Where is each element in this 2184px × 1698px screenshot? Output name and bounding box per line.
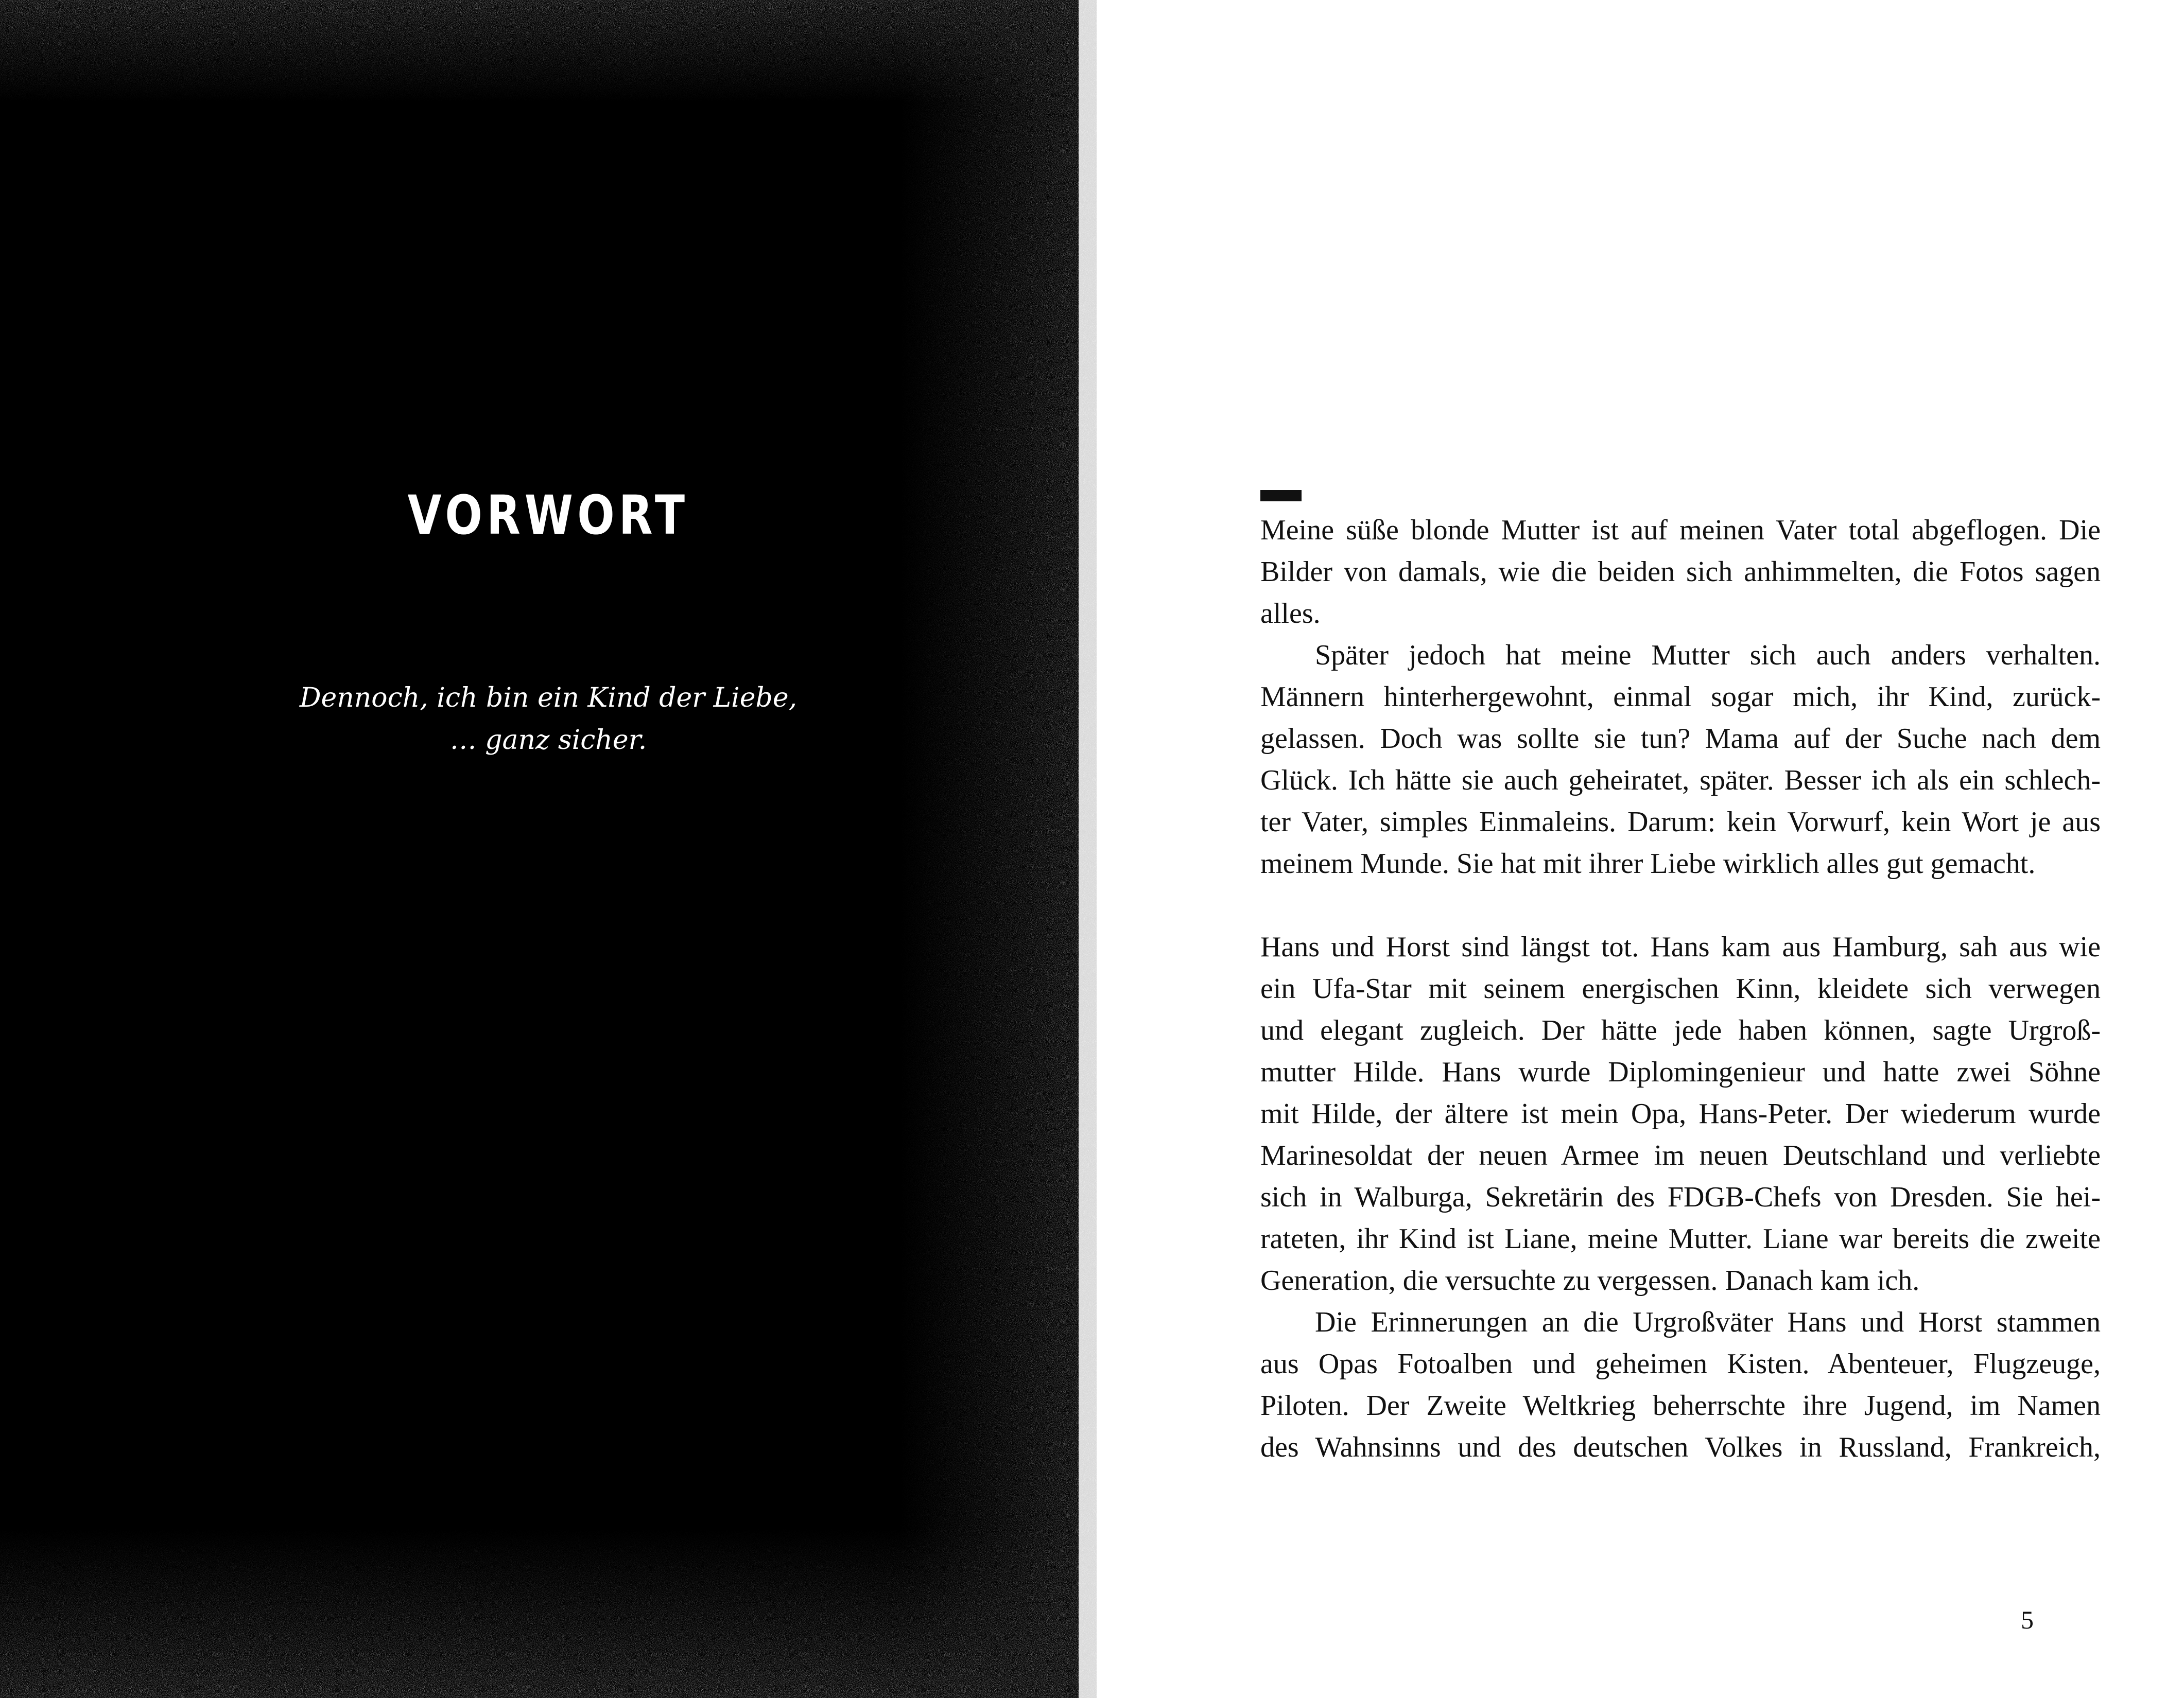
epigraph-line-2: … ganz sicher.: [449, 725, 647, 756]
epigraph-line-1: Dennoch, ich bin ein Kind der Liebe,: [299, 682, 798, 713]
text-line: alles.: [1260, 598, 1321, 629]
text-line: meinem Munde. Sie hat mit ihrer Liebe wirklich alles gut gemacht.: [1260, 848, 2036, 880]
text-line: und elegant zugleich. Der hätte jede haben können, sagte Urgroß-: [1260, 1014, 2101, 1046]
section-marker-bar: [1260, 490, 1302, 501]
text-line: sich in Walburga, Sekretärin des FDGB-Chefs von Dresden. Sie hei-: [1260, 1181, 2101, 1213]
text-line: aus Opas Fotoalben und geheimen Kisten. Abenteuer, Flugzeuge,: [1260, 1348, 2101, 1380]
text-line: mutter Hilde. Hans wurde Diplomingenieur und hatte zwei Söhne: [1260, 1056, 2101, 1088]
text-line: ein Ufa-Star mit seinem energischen Kinn, kleidete sich verwegen: [1260, 973, 2101, 1005]
epigraph: [0, 677, 1097, 761]
text-line: Glück. Ich hätte sie auch geheiratet, später. Besser ich als ein schlech-: [1260, 764, 2101, 796]
text-line: des Wahnsinns und des deutschen Volkes in Russland, Frankreich,: [1260, 1431, 2101, 1463]
page-number: 5: [2021, 1605, 2034, 1634]
text-line: Später jedoch hat meine Mutter sich auch anders verhalten.: [1315, 639, 2101, 671]
text-line: Die Erinnerungen an die Urgroßväter Hans und Horst stammen: [1315, 1306, 2101, 1338]
text-line: Piloten. Der Zweite Weltkrieg beherrschte ihre Jugend, im Namen: [1260, 1390, 2101, 1422]
body-text: [1260, 510, 2101, 1468]
text-line: Bilder von damals, wie die beiden sich anhimmelten, die Fotos sagen: [1260, 556, 2101, 588]
section-break: [1260, 885, 2101, 926]
text-line: ter Vater, simples Einmaleins. Darum: kein Vorwurf, kein Wort je aus: [1260, 806, 2101, 838]
text-line: Hans und Horst sind längst tot. Hans kam aus Hamburg, sah aus wie: [1260, 931, 2101, 963]
text-line: mit Hilde, der ältere ist mein Opa, Hans-Peter. Der wiederum wurde: [1260, 1098, 2101, 1130]
chapter-title: VORWORT: [407, 484, 689, 547]
text-line: gelassen. Doch was sollte sie tun? Mama auf der Suche nach dem: [1260, 723, 2101, 755]
right-page: [1097, 0, 2184, 1698]
text-line: Generation, die versuchte zu vergessen. Danach kam ich.: [1260, 1265, 1920, 1297]
text-line: Meine süße blonde Mutter ist auf meinen Vater total abgeflogen. Die: [1260, 514, 2101, 546]
text-line: rateten, ihr Kind ist Liane, meine Mutter. Liane war bereits die zweite: [1260, 1223, 2101, 1255]
text-line: Männern hinterhergewohnt, einmal sogar mich, ihr Kind, zurück-: [1260, 681, 2101, 713]
text-line: Marinesoldat der neuen Armee im neuen Deutschland und verliebte: [1260, 1140, 2101, 1171]
